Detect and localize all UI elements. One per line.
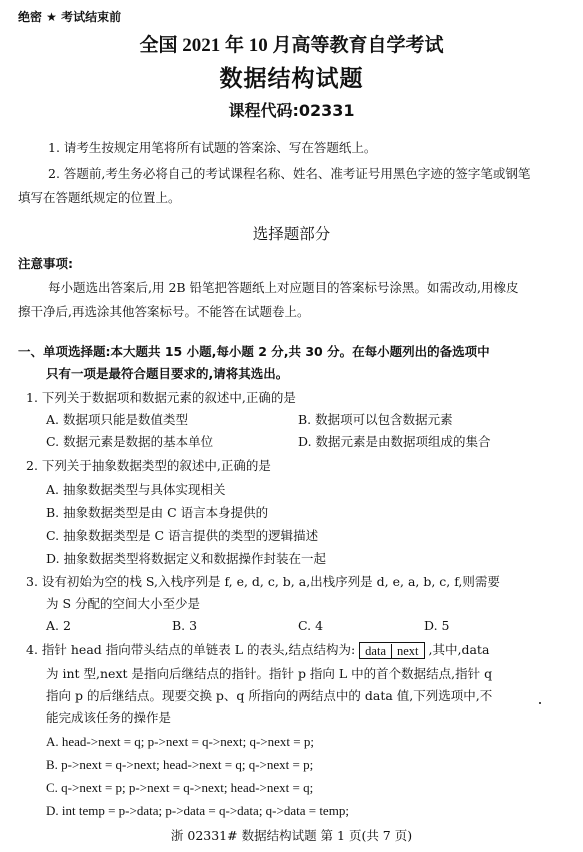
q4-stem-line3-text: 指向 p 的后继结点。现要交换 p、q 所指向的两结点中的 data 值,下列选项中, bbox=[46, 688, 480, 703]
q1-option-c: C. 数据元素是数据的基本单位 bbox=[46, 434, 214, 449]
page-footer: 浙 02331# 数据结构试题 第 1 页(共 7 页) bbox=[170, 828, 413, 843]
section-title: 选择题部分 bbox=[252, 225, 331, 243]
notes-label: 注意事项: bbox=[18, 256, 73, 271]
q3-option-d: D. 5 bbox=[424, 618, 450, 633]
q1-option-a: A. 数据项只能是数值类型 bbox=[46, 412, 188, 427]
part1-heading-line1: 一、单项选择题:本大题共 15 小题,每小题 2 分,共 30 分。在每小题列出的备选项中 bbox=[18, 344, 490, 359]
q3-option-a: A. 2 bbox=[46, 618, 71, 633]
q2-option-a: A. 抽象数据类型与具体实现相关 bbox=[46, 482, 226, 497]
emphasis-dot bbox=[539, 702, 541, 704]
q1-stem: 1. 下列关于数据项和数据元素的叙述中,正确的是 bbox=[26, 390, 296, 405]
q4-option-a: A. head->next = q; p->next = q->next; q->next = p; bbox=[46, 734, 314, 749]
course-code: 课程代码:02331 bbox=[228, 101, 355, 120]
q2-stem: 2. 下列关于抽象数据类型的叙述中,正确的是 bbox=[26, 458, 271, 473]
q2-option-b: B. 抽象数据类型是由 C 语言本身提供的 bbox=[46, 505, 269, 520]
q2-option-d: D. 抽象数据类型将数据定义和数据操作封装在一起 bbox=[46, 551, 327, 566]
q3-stem-line1: 3. 设有初始为空的栈 S,入栈序列是 f, e, d, c, b, a,出栈序列是 d, e, a, b, c, f,则需要 bbox=[26, 574, 500, 589]
q4-option-c: C. q->next = p; p->next = q->next; head->next = q; bbox=[46, 780, 314, 795]
node-field-next: next bbox=[391, 644, 424, 659]
q4-option-d: D. int temp = p->data; p->data = q->data; q->data = temp; bbox=[46, 803, 349, 818]
confidential-label: 绝密 ★ 考试结束前 bbox=[18, 10, 122, 24]
q4-stem-line1-pre: 4. 指针 head 指向带头结点的单链表 L 的表头,结点结构为: bbox=[26, 642, 356, 657]
instruction-1: 1. 请考生按规定用笔将所有试题的答案涂、写在答题纸上。 bbox=[48, 140, 377, 155]
q4-stem-line4: 能完成该任务的操作是 bbox=[46, 710, 172, 725]
q3-stem-line2: 为 S 分配的空间大小至少是 bbox=[46, 596, 201, 611]
q1-option-d: D. 数据元素是由数据项组成的集合 bbox=[298, 434, 491, 449]
subject-title: 数据结构试题 bbox=[219, 66, 364, 92]
instruction-2-line1: 2. 答题前,考生务必将自己的考试课程名称、姓名、准考证号用黑色字迹的签字笔或钢笔 bbox=[48, 166, 531, 181]
q1-option-b: B. 数据项可以包含数据元素 bbox=[298, 412, 453, 427]
q4-option-b: B. p->next = q->next; head->next = q; q->next = p; bbox=[46, 757, 314, 772]
instruction-2-line2: 填写在答题纸规定的位置上。 bbox=[18, 190, 181, 205]
q4-stem-line3 bbox=[46, 686, 492, 704]
q2-option-c: C. 抽象数据类型是 C 语言提供的类型的逻辑描述 bbox=[46, 528, 319, 543]
q3-option-b: B. 3 bbox=[172, 618, 198, 633]
q3-option-c: C. 4 bbox=[298, 618, 324, 633]
node-structure-diagram bbox=[359, 642, 424, 659]
q4-stem-line1 bbox=[26, 640, 489, 659]
q4-stem-line1-post: ,其中,data bbox=[428, 642, 490, 657]
part1-heading-line2: 只有一项是最符合题目要求的,请将其选出。 bbox=[46, 366, 289, 381]
notes-line2: 擦干净后,再选涂其他答案标号。不能答在试题卷上。 bbox=[18, 304, 310, 319]
node-field-data: data bbox=[365, 644, 386, 658]
q4-emphasis-not: 不 bbox=[479, 688, 493, 703]
exam-title: 全国 2021 年 10 月高等教育自学考试 bbox=[139, 35, 444, 56]
q4-stem-line2: 为 int 型,next 是指向后继结点的指针。指针 p 指向 L 中的首个数据结点,指针 q bbox=[46, 666, 493, 681]
notes-line1: 每小题选出答案后,用 2B 铅笔把答题纸上对应题目的答案标号涂黑。如需改动,用橡皮 bbox=[48, 280, 519, 295]
